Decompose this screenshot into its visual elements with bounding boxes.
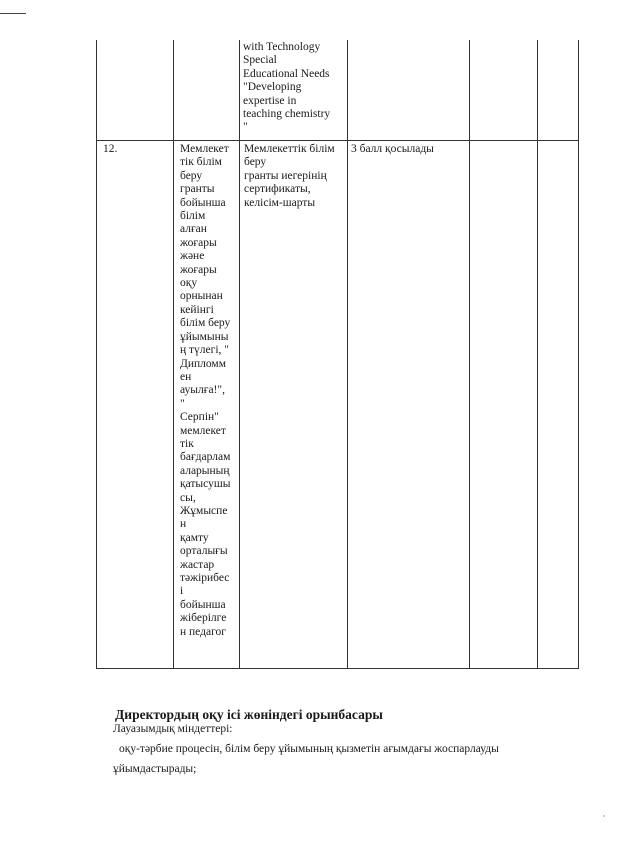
table-col-divider-3: [347, 40, 348, 669]
table-cell-row-number: 12.: [103, 143, 118, 155]
table-border-bottom: [96, 668, 578, 669]
table-row-divider: [96, 140, 578, 141]
scan-speck: [603, 815, 605, 817]
section-paragraph: оқу-тәрбие процесін, білім беру ұйымының қызметін ағымдағы жоспарлауды ұйымдастырады;: [113, 743, 499, 775]
table-col-divider-2: [239, 40, 240, 669]
table-cell-points: 3 балл қосылады: [351, 143, 434, 155]
section-heading: Директордың оқу ісі жөніндегі орынбасары: [115, 707, 383, 722]
table-col-divider-5: [537, 40, 538, 669]
table-col-divider-4: [469, 40, 470, 669]
table-border-right: [578, 40, 579, 669]
table-cell-documents: Мемлекеттік білім беру гранты иегерінің сертификаты, келісім-шарты: [244, 143, 335, 209]
section-subheading: Лауазымдық міндеттері:: [113, 723, 233, 735]
top-margin-mark: [0, 13, 26, 14]
table-cell-criterion: Мемлекет тік білім беру гранты бойынша білім алған жоғары және жоғары оқу орнынан кейінгі білім беру ұйымыны ң түлегі, " Дипломм ен ауылға!", " Серпін" мемлекет тік бағдарлам аларының қатысушы сы, Жұмыспе н қамту орталығы жастар тәжірибес і бойынша жіберілге н педагог: [180, 143, 231, 638]
table-col-divider-1: [173, 40, 174, 669]
table-cell-continued-text: with Technology Special Educational Needs "Developing expertise in teaching chemistry ": [243, 41, 331, 134]
table-border-left: [96, 40, 97, 669]
